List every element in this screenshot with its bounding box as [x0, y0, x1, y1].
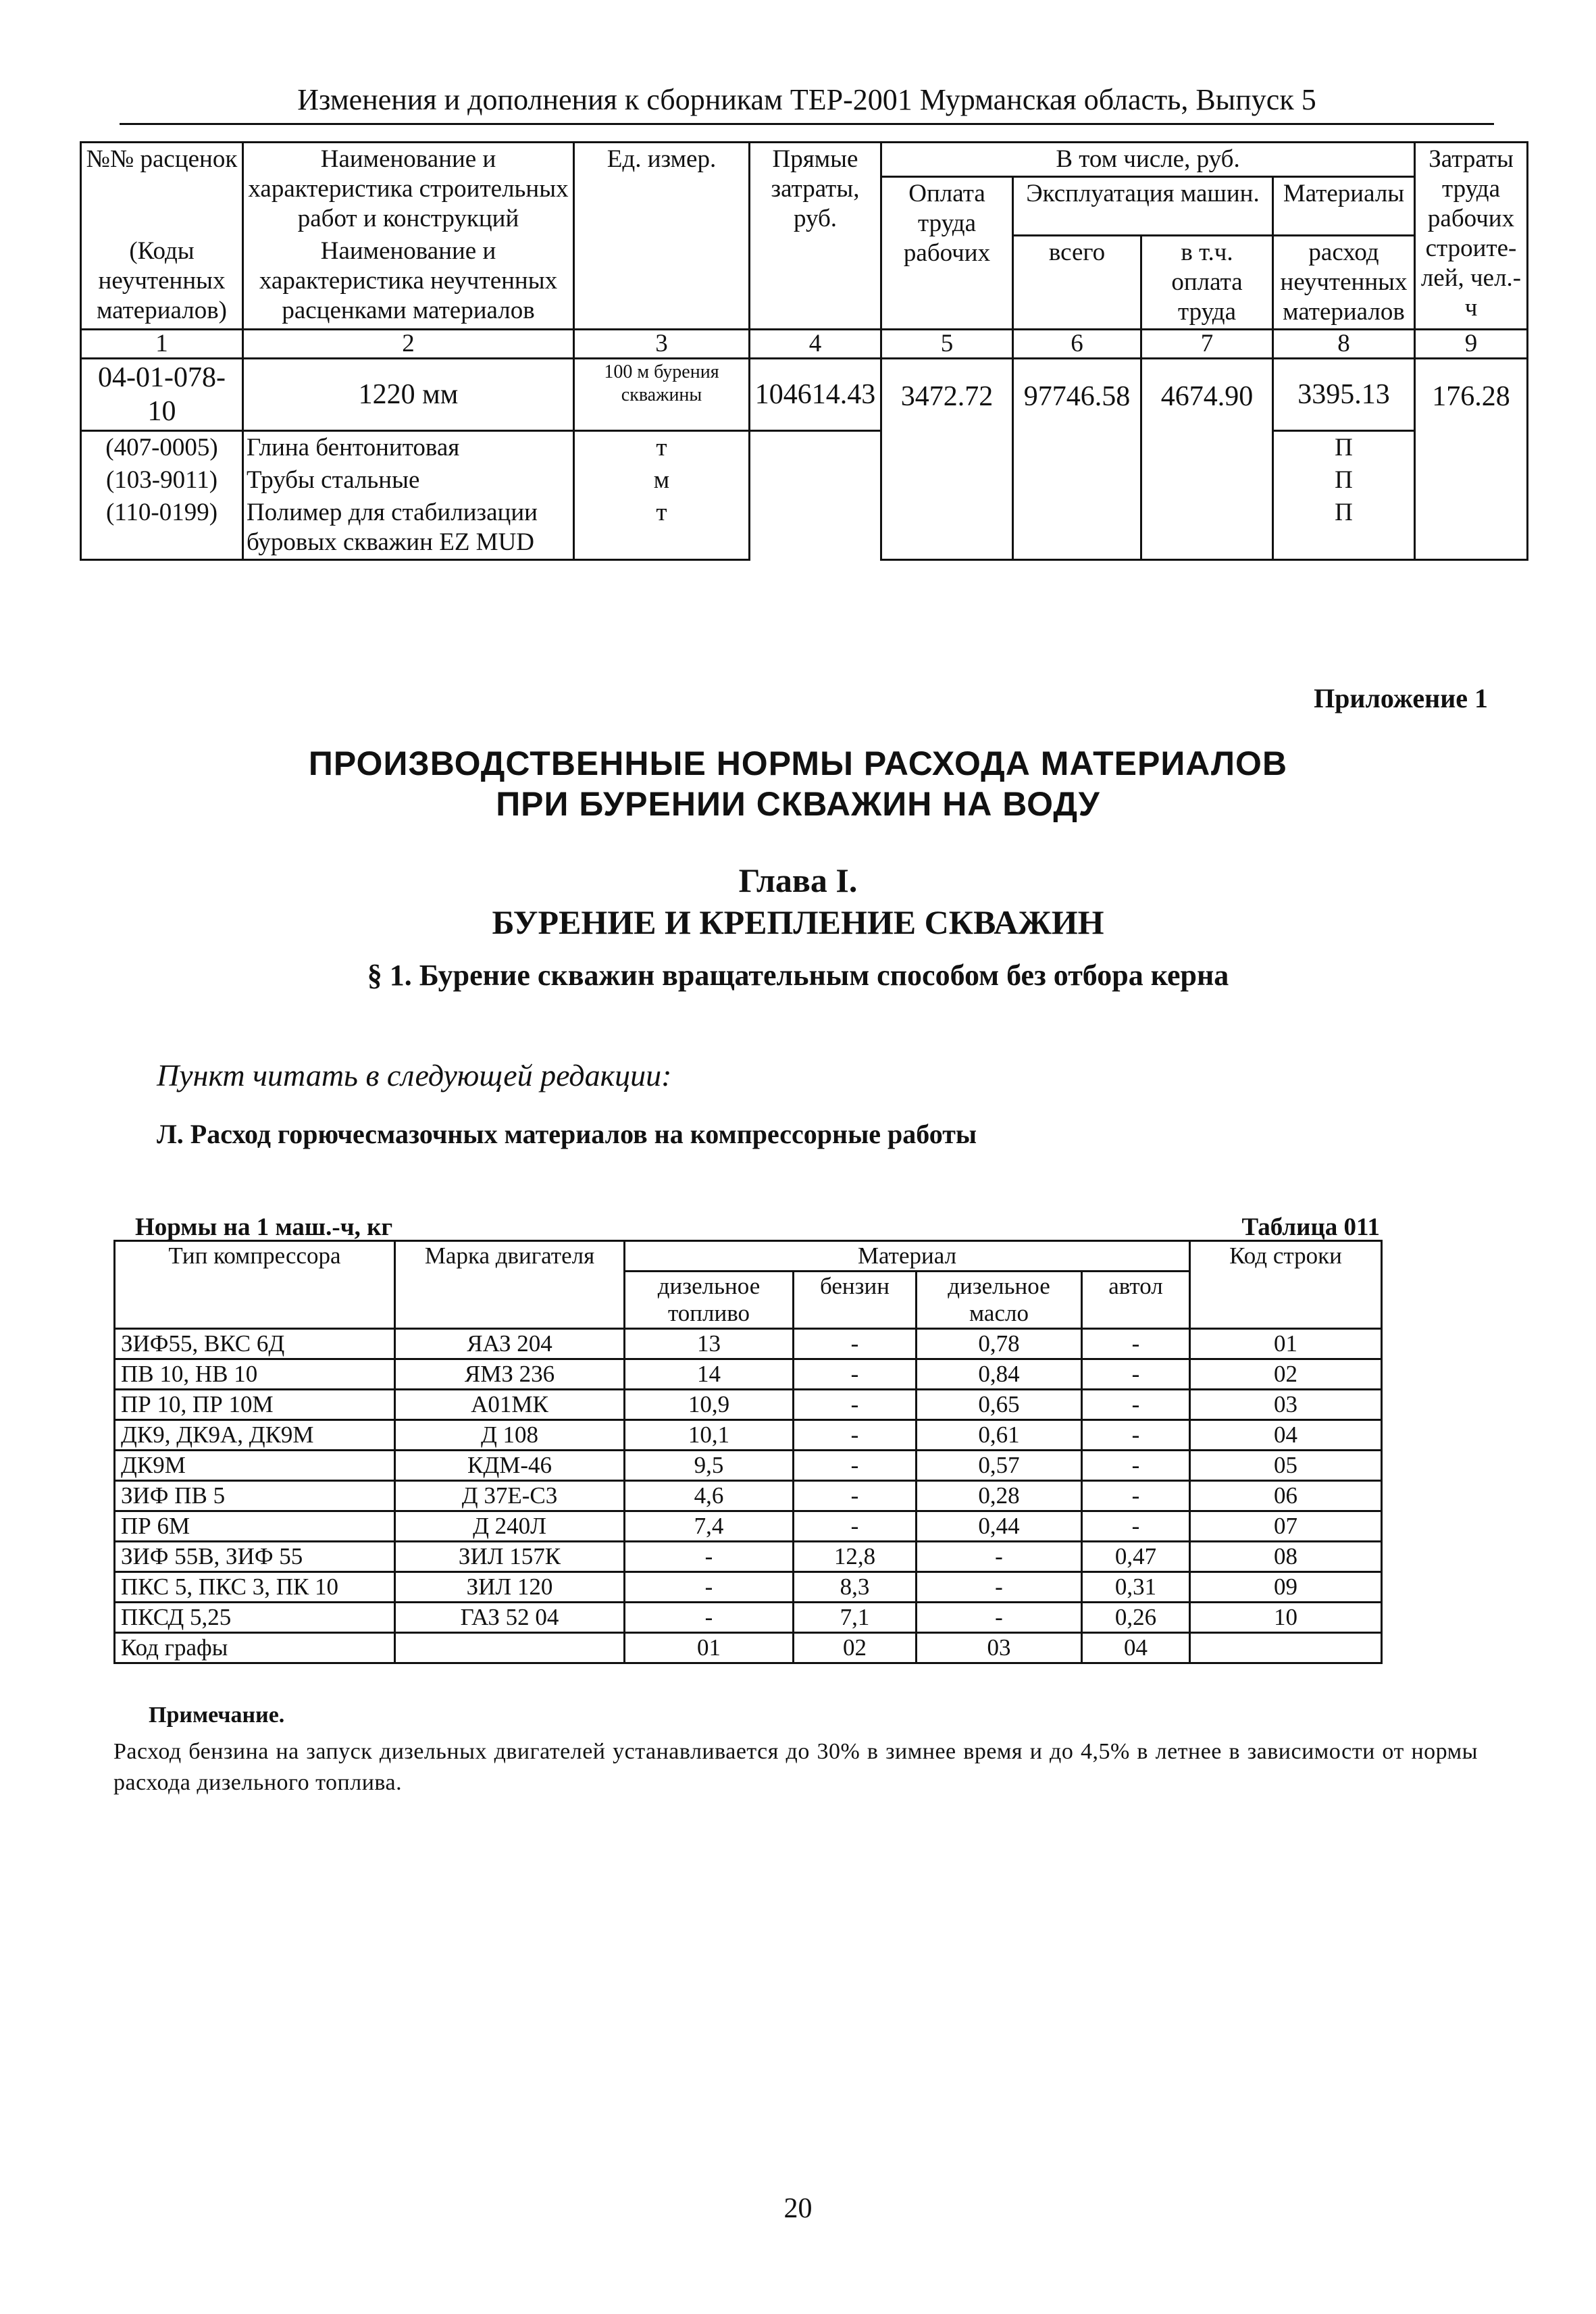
compressor-header: Тип компрессора — [115, 1241, 395, 1329]
row-code: 07 — [1190, 1511, 1382, 1542]
material-mark: П — [1273, 497, 1415, 560]
rate-row — [81, 358, 1528, 430]
col-labor-costs-header: Затраты труда рабочих строите-лей, чел.-ч — [1415, 143, 1528, 330]
compressor-type: ПКСД 5,25 — [115, 1603, 395, 1633]
gasoline-value: - — [794, 1451, 917, 1481]
autol-value: - — [1082, 1481, 1190, 1511]
col-including-header: В том числе, руб. — [881, 143, 1415, 177]
gasoline-value: - — [794, 1420, 917, 1451]
compressor-type: ПР 10, ПР 10М — [115, 1390, 395, 1420]
engine-model: Д 240Л — [395, 1511, 625, 1542]
diesel-oil-value: - — [917, 1542, 1082, 1572]
chapter-name: БУРЕНИЕ И КРЕПЛЕНИЕ СКВАЖИН — [492, 903, 1104, 941]
row-code: 10 — [1190, 1603, 1382, 1633]
main-title — [0, 743, 1596, 824]
diesel-oil-value: 0,57 — [917, 1451, 1082, 1481]
compressor-type: ЗИФ55, ВКС 6Д — [115, 1329, 395, 1359]
fuel-table — [113, 1240, 1383, 1664]
autol-value: - — [1082, 1359, 1190, 1390]
column-code: 04 — [1082, 1633, 1190, 1663]
row-code-header: Код строки — [1190, 1241, 1382, 1329]
col-materials-header: Материалы — [1273, 177, 1415, 236]
diesel-oil-value: 0,61 — [917, 1420, 1082, 1451]
main-title-line: ПРОИЗВОДСТВЕННЫЕ НОРМЫ РАСХОДА МАТЕРИАЛОВ — [308, 745, 1288, 782]
autol-value: - — [1082, 1420, 1190, 1451]
note-text: Расход бензина на запуск дизельных двигателей устанавливается до 30% в зимнее время и до 4,5% в летнее в зависимости от нормы расхода дизельного топлива. — [113, 1739, 1478, 1795]
autol-value: - — [1082, 1329, 1190, 1359]
material-mark: П — [1273, 430, 1415, 464]
autol-header: автол — [1082, 1272, 1190, 1329]
engine-model: Д 37Е-С3 — [395, 1481, 625, 1511]
diesel-fuel-header: дизельное топливо — [625, 1272, 794, 1329]
rate-unit: 100 м бурения скважины — [574, 358, 750, 430]
main-title-line: ПРИ БУРЕНИИ СКВАЖИН НА ВОДУ — [496, 785, 1100, 823]
material-code: (407-0005) — [81, 430, 243, 464]
material-row — [81, 430, 1528, 464]
compressor-type: ЗИФ ПВ 5 — [115, 1481, 395, 1511]
gasoline-value: - — [794, 1481, 917, 1511]
engine-model: ГАЗ 52 04 — [395, 1603, 625, 1633]
gasoline-value: - — [794, 1329, 917, 1359]
column-number: 6 — [1013, 329, 1141, 358]
diesel-oil-value: 0,44 — [917, 1511, 1082, 1542]
gasoline-value: - — [794, 1390, 917, 1420]
engine-model: Д 108 — [395, 1420, 625, 1451]
diesel-fuel-value: 10,9 — [625, 1390, 794, 1420]
col-unaccounted-header: расход неучтенных материалов — [1273, 235, 1415, 329]
column-code: 03 — [917, 1633, 1082, 1663]
compressor-type: ПВ 10, НВ 10 — [115, 1359, 395, 1390]
column-code-empty — [1190, 1633, 1382, 1663]
fuel-table-row — [115, 1511, 1382, 1542]
col-name-subheader: Наименование и характеристика неучтенных расценками материалов — [243, 235, 574, 329]
row-code: 05 — [1190, 1451, 1382, 1481]
diesel-oil-value: - — [917, 1603, 1082, 1633]
gasoline-value: 12,8 — [794, 1542, 917, 1572]
fuel-table-row — [115, 1390, 1382, 1420]
diesel-fuel-value: 7,4 — [625, 1511, 794, 1542]
row-code: 08 — [1190, 1542, 1382, 1572]
material-header: Материал — [625, 1241, 1190, 1272]
fuel-table-row — [115, 1329, 1382, 1359]
diesel-fuel-value: - — [625, 1603, 794, 1633]
column-number: 3 — [574, 329, 750, 358]
compressor-type: ДК9М — [115, 1451, 395, 1481]
column-code-row — [115, 1633, 1382, 1663]
gasoline-value: - — [794, 1359, 917, 1390]
rate-machine-total: 97746.58 — [1013, 358, 1141, 559]
table-number: Таблица 011 — [1241, 1213, 1380, 1241]
row-code: 01 — [1190, 1329, 1382, 1359]
diesel-oil-value: 0,78 — [917, 1329, 1082, 1359]
row-code: 09 — [1190, 1572, 1382, 1603]
appendix-label: Приложение 1 — [1314, 683, 1488, 713]
diesel-oil-value: 0,84 — [917, 1359, 1082, 1390]
fuel-table-row — [115, 1542, 1382, 1572]
norms-caption: Нормы на 1 маш.-ч, кг — [135, 1213, 393, 1241]
col-machine-header: Эксплуатация машин. — [1013, 177, 1273, 236]
col-direct-costs-header: Прямые затраты, руб. — [750, 143, 881, 330]
subsection-title: Л. Расход горючесмазочных материалов на компрессорные работы — [157, 1119, 977, 1149]
column-number: 5 — [881, 329, 1013, 358]
note-title: Примечание. — [149, 1703, 285, 1728]
col-name-header: Наименование и характеристика строительных работ и конструкций — [243, 143, 574, 236]
column-code: 02 — [794, 1633, 917, 1663]
fuel-table-row — [115, 1420, 1382, 1451]
col-code-header: №№ расценок — [81, 143, 243, 236]
diesel-oil-value: 0,65 — [917, 1390, 1082, 1420]
gasoline-value: 7,1 — [794, 1603, 917, 1633]
engine-model: ЯМЗ 236 — [395, 1359, 625, 1390]
diesel-oil-value: 0,28 — [917, 1481, 1082, 1511]
gasoline-header: бензин — [794, 1272, 917, 1329]
autol-value: 0,47 — [1082, 1542, 1190, 1572]
rate-table — [80, 141, 1528, 561]
material-mark: П — [1273, 464, 1415, 497]
fuel-table-row — [115, 1359, 1382, 1390]
autol-value: 0,31 — [1082, 1572, 1190, 1603]
diesel-fuel-value: - — [625, 1542, 794, 1572]
col-code-subheader: (Коды неучтенных материалов) — [81, 235, 243, 329]
gasoline-value: 8,3 — [794, 1572, 917, 1603]
autol-value: - — [1082, 1390, 1190, 1420]
column-code-label: Код графы — [115, 1633, 395, 1663]
autol-value: 0,26 — [1082, 1603, 1190, 1633]
engine-model: А01МК — [395, 1390, 625, 1420]
material-unit: т — [574, 497, 750, 560]
rate-name: 1220 мм — [243, 358, 574, 430]
edit-note: Пункт читать в следующей редакции: — [157, 1058, 672, 1092]
column-number: 8 — [1273, 329, 1415, 358]
engine-model: ЗИЛ 157К — [395, 1542, 625, 1572]
column-number: 7 — [1141, 329, 1273, 358]
column-number: 9 — [1415, 329, 1528, 358]
engine-model: ЗИЛ 120 — [395, 1572, 625, 1603]
column-number: 4 — [750, 329, 881, 358]
row-code: 03 — [1190, 1390, 1382, 1420]
running-header: Изменения и дополнения к сборникам ТЕР-2001 Мурманская область, Выпуск 5 — [297, 83, 1316, 116]
material-code: (103-9011) — [81, 464, 243, 497]
material-unit: т — [574, 430, 750, 464]
diesel-oil-value: - — [917, 1572, 1082, 1603]
diesel-fuel-value: - — [625, 1572, 794, 1603]
diesel-fuel-value: 4,6 — [625, 1481, 794, 1511]
column-code: 01 — [625, 1633, 794, 1663]
engine-header: Марка двигателя — [395, 1241, 625, 1329]
autol-value: - — [1082, 1451, 1190, 1481]
page-number: 20 — [783, 2193, 813, 2224]
compressor-type: ЗИФ 55В, ЗИФ 55 — [115, 1542, 395, 1572]
diesel-oil-header: дизельное масло — [917, 1272, 1082, 1329]
fuel-table-row — [115, 1572, 1382, 1603]
fuel-table-row — [115, 1603, 1382, 1633]
material-unit: м — [574, 464, 750, 497]
rate-materials: 3395.13 — [1273, 358, 1415, 430]
compressor-type: ПР 6М — [115, 1511, 395, 1542]
compressor-type: ДК9, ДК9А, ДК9М — [115, 1420, 395, 1451]
chapter-number: Глава I. — [738, 861, 858, 899]
engine-model: КДМ-46 — [395, 1451, 625, 1481]
rate-labor-costs: 176.28 — [1415, 358, 1528, 559]
rate-code: 04-01-078-10 — [81, 358, 243, 430]
column-number-row — [81, 329, 1528, 358]
column-code-empty — [395, 1633, 625, 1663]
diesel-fuel-value: 13 — [625, 1329, 794, 1359]
rate-machine-labor: 4674.90 — [1141, 358, 1273, 559]
material-code: (110-0199) — [81, 497, 243, 560]
col-labor-pay-header: Оплата труда рабочих — [881, 177, 1013, 330]
material-direct-empty — [750, 430, 881, 559]
row-code: 04 — [1190, 1420, 1382, 1451]
row-code: 06 — [1190, 1481, 1382, 1511]
chapter-title — [0, 859, 1596, 943]
compressor-type: ПКС 5, ПКС 3, ПК 10 — [115, 1572, 395, 1603]
column-number: 1 — [81, 329, 243, 358]
material-name: Полимер для стабилизации буровых скважин EZ MUD — [243, 497, 574, 560]
diesel-fuel-value: 9,5 — [625, 1451, 794, 1481]
fuel-table-row — [115, 1451, 1382, 1481]
engine-model: ЯАЗ 204 — [395, 1329, 625, 1359]
fuel-table-row — [115, 1481, 1382, 1511]
row-code: 02 — [1190, 1359, 1382, 1390]
diesel-fuel-value: 10,1 — [625, 1420, 794, 1451]
rate-labor-pay: 3472.72 — [881, 358, 1013, 559]
diesel-fuel-value: 14 — [625, 1359, 794, 1390]
material-name: Глина бентонитовая — [243, 430, 574, 464]
material-name: Трубы стальные — [243, 464, 574, 497]
gasoline-value: - — [794, 1511, 917, 1542]
column-number: 2 — [243, 329, 574, 358]
col-machine-labor-header: в т.ч. оплата труда — [1141, 235, 1273, 329]
col-machine-total-header: всего — [1013, 235, 1141, 329]
autol-value: - — [1082, 1511, 1190, 1542]
header-rule — [120, 123, 1494, 125]
section-title: § 1. Бурение скважин вращательным способом без отбора керна — [367, 959, 1229, 992]
rate-direct-costs: 104614.43 — [750, 358, 881, 430]
col-unit-header: Ед. измер. — [574, 143, 750, 330]
